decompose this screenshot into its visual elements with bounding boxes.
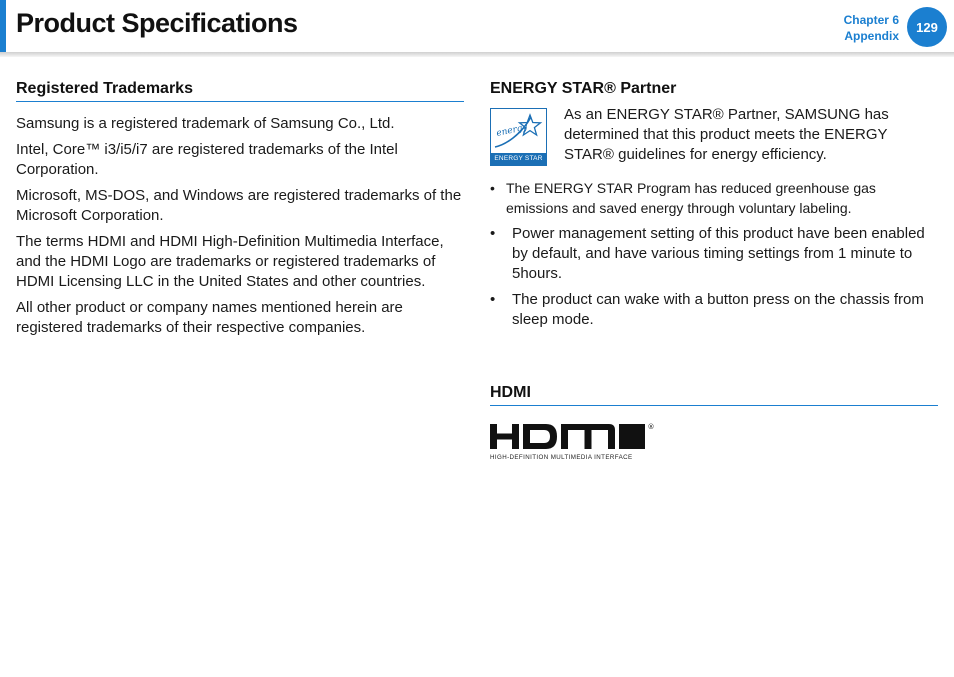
hdmi-logo-icon <box>490 421 655 461</box>
paragraph: Intel, Core™ i3/i5/i7 are registered trademarks of the Intel Corporation. <box>16 141 398 178</box>
paragraph: The terms HDMI and HDMI High-Definition Multimedia Interface, and the HDMI Logo are trademarks or registered trademarks of HDMI Licensing LLC in the United States and other countries. <box>16 233 444 290</box>
paragraph: All other product or company names mentioned herein are registered trademarks of their respective companies. <box>16 299 403 336</box>
page-number-badge: 129 <box>907 7 947 47</box>
section-heading: Registered Trademarks <box>16 80 464 102</box>
energy-star-heading: ENERGY STAR® Partner <box>490 80 677 97</box>
list-item <box>490 290 938 330</box>
header-divider <box>0 52 954 57</box>
list-item-text: The ENERGY STAR Program has reduced greenhouse gas emissions and saved energy through voluntary labeling. <box>506 180 876 216</box>
svg-text:®: ® <box>647 423 655 431</box>
energy-star-band-text: ENERGY STAR <box>491 153 546 165</box>
paragraph: Samsung is a registered trademark of Samsung Co., Ltd. <box>16 115 395 132</box>
list-item-text: Power management setting of this product have been enabled by default, and have various timing settings from 1 minute to 5hours. <box>512 225 925 282</box>
registered-trademarks-section <box>16 80 464 338</box>
hdmi-heading: HDMI <box>490 384 938 406</box>
energy-star-bullet-list <box>490 178 938 330</box>
chapter-label: Chapter 6 <box>843 13 899 27</box>
hdmi-tagline: HIGH-DEFINITION MULTIMEDIA INTERFACE <box>490 454 633 461</box>
page-title: Product Specifications <box>16 8 298 38</box>
energy-star-hdmi-section <box>490 80 938 461</box>
energy-star-block <box>490 108 938 166</box>
chapter-info <box>844 12 899 44</box>
energy-star-logo-icon <box>490 108 547 166</box>
list-item <box>490 224 938 284</box>
list-item-text: The product can wake with a button press on the chassis from sleep mode. <box>512 291 924 328</box>
header-accent-bar <box>0 0 6 52</box>
svg-text:energy: energy <box>495 122 529 139</box>
list-item <box>490 178 938 218</box>
energy-star-statement: As an ENERGY STAR® Partner, SAMSUNG has determined that this product meets the ENERGY STAR® guidelines for energy efficiency. <box>564 106 889 163</box>
section-label: Appendix <box>844 29 899 43</box>
bullet-icon: • <box>490 291 496 308</box>
paragraph: Microsoft, MS-DOS, and Windows are registered trademarks of the Microsoft Corporation. <box>16 187 462 224</box>
bullet-icon: • <box>490 225 496 242</box>
bullet-icon: • <box>490 180 495 196</box>
